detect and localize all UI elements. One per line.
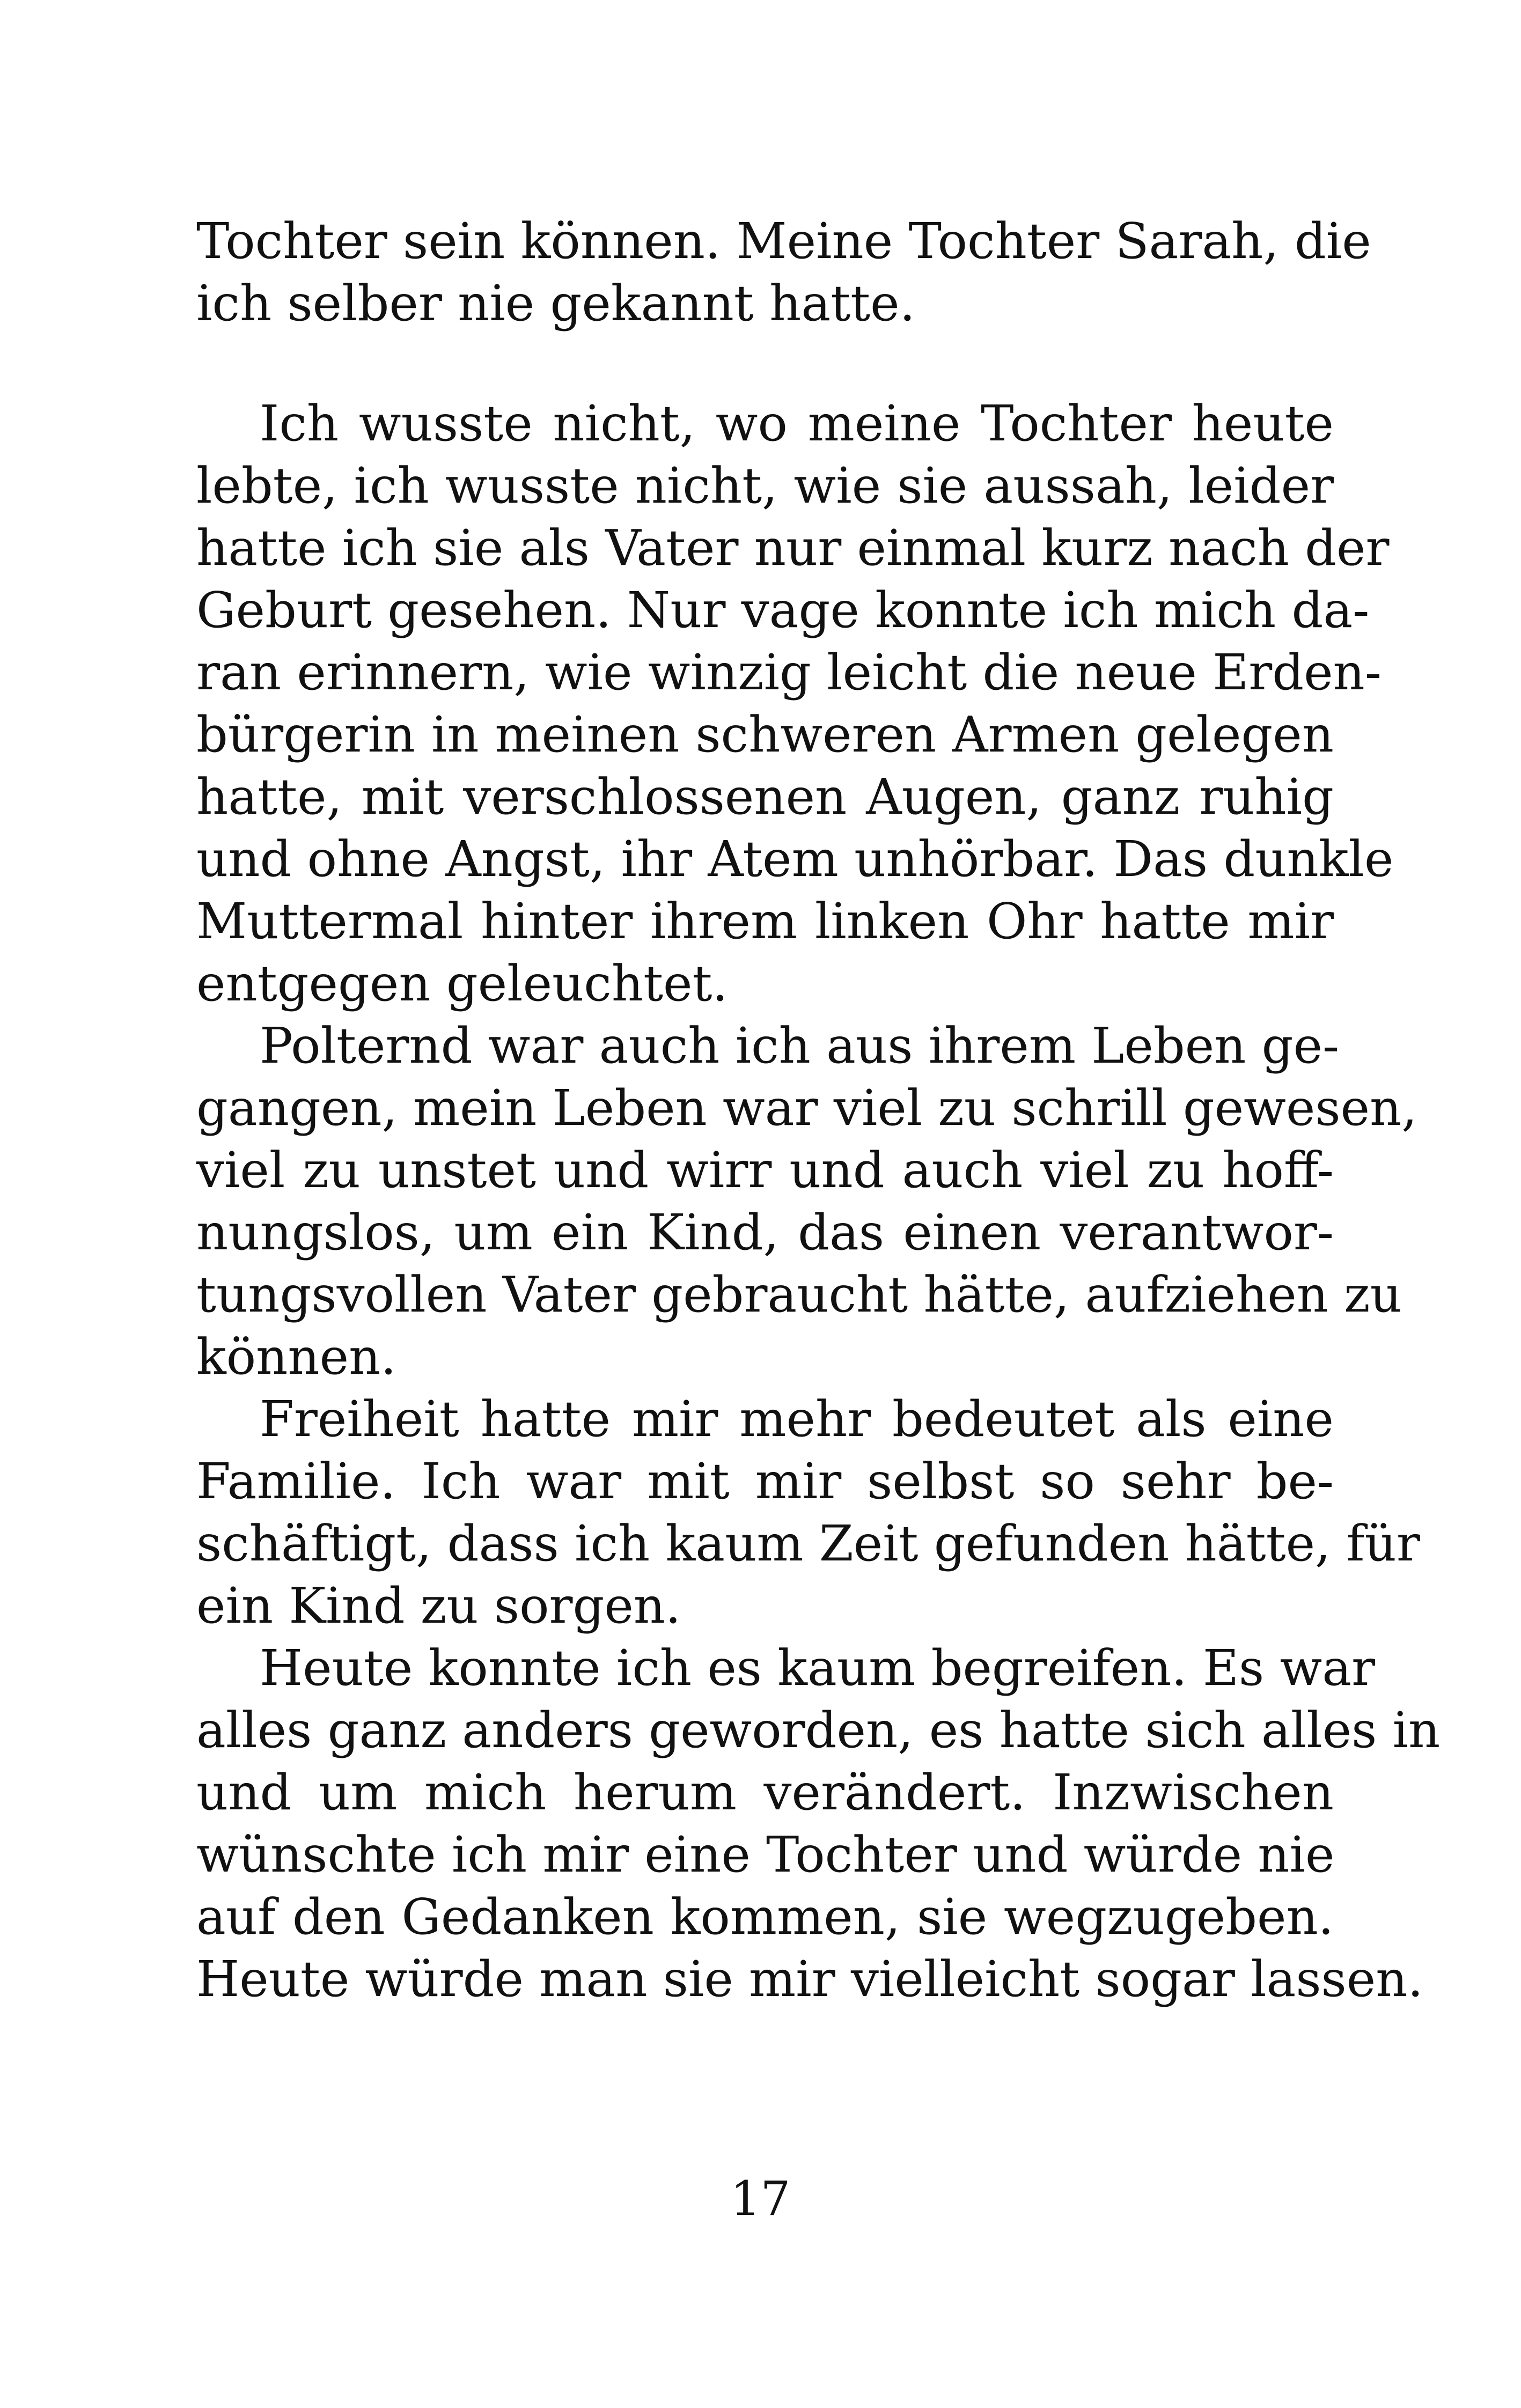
text-line: auf den Gedanken kommen, sie wegzugeben. [196,1888,1334,1946]
text-line: können. [196,1328,396,1386]
text-line: hatte ich sie als Vater nur einmal kurz nach der [196,519,1390,577]
text-line: alles ganz anders geworden, es hatte sich alles in [196,1702,1441,1759]
text-line: Geburt gesehen. Nur vage konnte ich mich da- [196,581,1370,639]
text-line: entgegen geleuchtet. [196,955,728,1012]
text-line: Ich wusste nicht, wo meine Tochter heute [260,395,1334,452]
body-text [196,210,1441,2011]
text-line: schäftigt, dass ich kaum Zeit gefunden hätte, für [196,1515,1420,1572]
text-line: bürgerin in meinen schweren Armen gelegen [196,706,1334,763]
text-line: ran erinnern, wie winzig leicht die neue Erden- [196,644,1382,701]
text-line: Muttermal hinter ihrem linken Ohr hatte mir [196,893,1334,950]
text-line: und um mich herum verändert. Inzwischen [196,1764,1334,1821]
text-line: Familie. Ich war mit mir selbst so sehr be- [196,1453,1334,1510]
text-line: Heute konnte ich es kaum begreifen. Es war [260,1639,1376,1697]
text-line: tungsvollen Vater gebraucht hätte, aufziehen zu [196,1266,1402,1323]
text-line: Heute würde man sie mir vielleicht sogar lassen. [196,1950,1423,2008]
text-line: ich selber nie gekannt hatte. [196,275,915,332]
text-line: ein Kind zu sorgen. [196,1577,681,1634]
text-line: und ohne Angst, ihr Atem unhörbar. Das dunkle [196,830,1394,888]
text-line: nungslos, um ein Kind, das einen verantwor- [196,1204,1334,1261]
text-line: wünschte ich mir eine Tochter und würde nie [196,1826,1335,1883]
paragraph-gap [196,335,1334,393]
page-number: 17 [730,2171,791,2226]
text-line: hatte, mit verschlossenen Augen, ganz ruhig [196,768,1334,826]
text-line: Tochter sein können. Meine Tochter Sarah, die [196,212,1371,270]
text-line: viel zu unstet und wirr und auch viel zu hoff- [196,1142,1334,1199]
text-line: Polternd war auch ich aus ihrem Leben ge- [260,1017,1340,1074]
text-line: gangen, mein Leben war viel zu schrill gewesen, [196,1079,1417,1137]
text-line: Freiheit hatte mir mehr bedeutet als eine [260,1390,1334,1448]
text-line: lebte, ich wusste nicht, wie sie aussah, leider [196,457,1334,514]
